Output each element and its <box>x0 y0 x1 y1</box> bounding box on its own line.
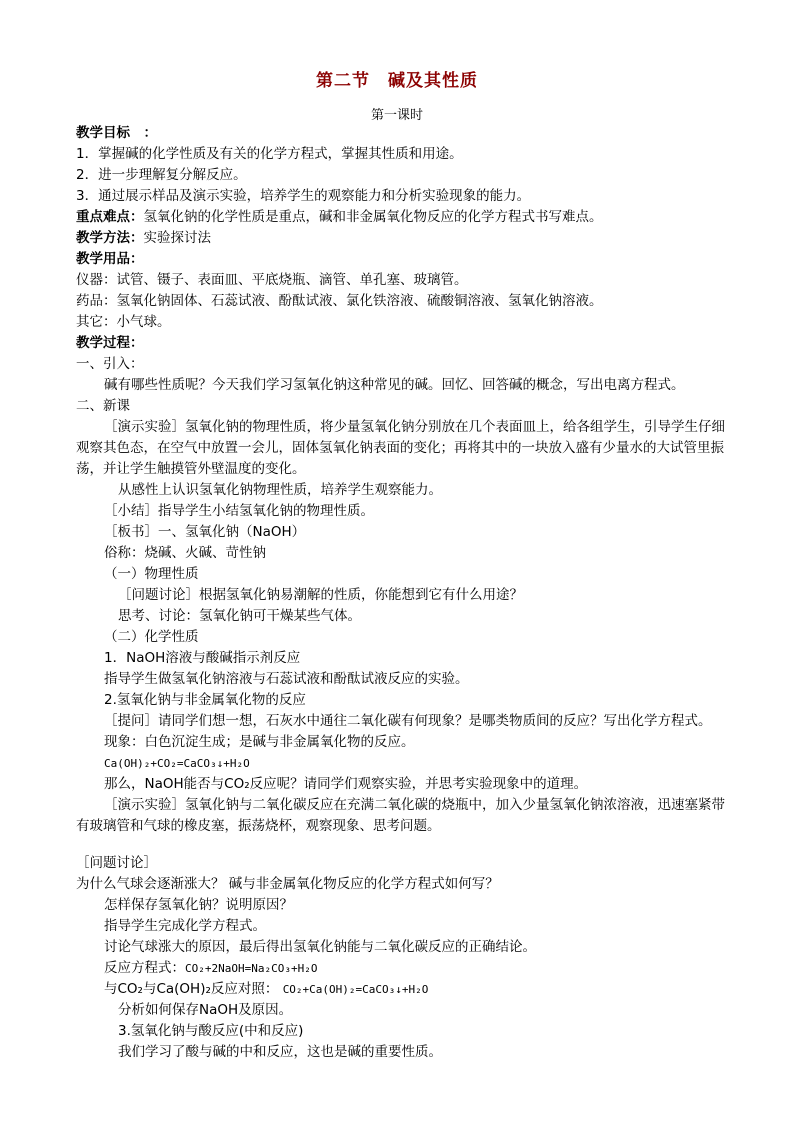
perceive-text: 从感性上认识氢氧化钠物理性质，培养学生观察能力。 <box>118 482 442 498</box>
reagents-line: 药品：氢氧化钠固体、石蕊试液、酚酞试液、氯化铁溶液、硫酸铜溶液、氢氧化钠溶液。 <box>76 293 603 309</box>
guide-text: 指导学生完成化学方程式。 <box>104 918 266 934</box>
intro-text: 碱有哪些性质呢？今天我们学习氢氧化钠这种常见的碱。回忆、回答碱的概念，写出电离方程式。 <box>104 377 685 393</box>
intro-heading: 一、引入： <box>76 356 144 372</box>
document-body <box>76 123 736 1063</box>
then-text: 那么，NaOH能否与CO₂反应呢？请同学们观察实验，并思考实验现象中的道理。 <box>104 776 588 792</box>
page-title: 第二节 碱及其性质 <box>316 71 478 91</box>
neutralization-text: 我们学习了酸与碱的中和反应，这也是碱的重要性质。 <box>118 1044 442 1060</box>
instruments-line: 仪器：试管、镊子、表面皿、平底烧瓶、滴管、单孔塞、玻璃管。 <box>76 272 468 288</box>
equation-line-compare <box>76 979 736 1000</box>
lesson-period: 第一课时 <box>370 108 423 123</box>
board-text: ［板书］一、氢氧化钠（NaOH） <box>104 524 306 540</box>
process-heading: 教学过程： <box>76 335 144 351</box>
demo-paragraph-co2: ［演示实验］氢氧化钠与二氧化碳反应在充满二氧化碳的烧瓶中，加入少量氢氧化钠浓溶液，迅速塞紧带有玻璃管和气球的橡皮塞，振荡烧杯，观察现象、思考问题。 <box>76 797 725 834</box>
item-indicator-reaction: 1．NaOH溶液与酸碱指示剂反应 <box>104 650 301 666</box>
objective-item: 2．进一步理解复分解反应。 <box>76 167 247 183</box>
supplies-heading: 教学用品： <box>76 251 144 267</box>
item-oxide-reaction: 2.氢氧化钠与非金属氧化物的反应 <box>104 692 306 708</box>
indicator-text: 指导学生做氢氧化钠溶液与石蕊试液和酚酞试液反应的实验。 <box>104 671 469 687</box>
keypoints-text: 氢氧化钠的化学性质是重点，碱和非金属氧化物反应的化学方程式书写难点。 <box>143 209 603 225</box>
why-text: 为什么气球会逐渐涨大？ 碱与非金属氧化物反应的化学方程式如何写？ <box>76 876 499 892</box>
equation-limewater: Ca(OH)₂+CO₂=CaCO₃↓+H₂O <box>104 757 250 770</box>
equation-label: 反应方程式： <box>104 960 185 976</box>
demo-paragraph-physical: ［演示实验］氢氧化钠的物理性质，将少量氢氧化钠分别放在几个表面皿上，给各组学生，引导学生仔细观察其色态，在空气中放置一会儿，固体氢氧化钠表面的变化；再将其中的一块放入盛有少量水的大试管里振荡，并让学生触摸管外壁温度的变化。 <box>76 419 725 477</box>
storage-question: 怎样保存氢氧化钠？说明原因？ <box>104 897 293 913</box>
equation-compare: CO₂+Ca(OH)₂=CaCO₃↓+H₂O <box>282 983 429 996</box>
equation-line-naoh <box>76 958 736 979</box>
analyze-text: 分析如何保存NaOH及原因。 <box>118 1002 293 1018</box>
objectives-heading: 教学目标 ： <box>76 125 157 141</box>
discussion-text: ［问题讨论］根据氢氧化钠易潮解的性质，你能想到它有什么用途？ <box>118 587 523 603</box>
summary-text: ［小结］指导学生小结氢氧化钠的物理性质。 <box>104 503 374 519</box>
objective-item: 3．通过展示样品及演示实验，培养学生的观察能力和分析实验现象的能力。 <box>76 188 531 204</box>
keypoints-line <box>76 207 736 228</box>
paragraph-gap <box>76 837 736 853</box>
chemical-properties-heading: （二）化学性质 <box>104 629 199 645</box>
objective-item: 1．掌握碱的化学性质及有关的化学方程式，掌握其性质和用途。 <box>76 146 463 162</box>
equation-naoh: CO₂+2NaOH=Na₂CO₃+H₂O <box>185 962 318 975</box>
method-line <box>76 228 736 249</box>
method-heading: 教学方法： <box>76 230 144 246</box>
compare-label: 与CO₂与Ca(OH)₂反应对照： <box>104 981 279 997</box>
item-neutralization: 3.氢氧化钠与酸反应(中和反应) <box>118 1023 304 1039</box>
new-lesson-heading: 二、新课 <box>76 398 130 414</box>
method-text: 实验探讨法 <box>143 230 211 246</box>
discussion-heading: ［问题讨论］ <box>76 855 157 871</box>
question-text: ［提问］请同学们想一想，石灰水中通往二氧化碳有何现象？是哪类物质间的反应？写出化学方程式。 <box>104 713 712 729</box>
other-supplies-line: 其它：小气球。 <box>76 314 171 330</box>
keypoints-heading: 重点难点： <box>76 209 144 225</box>
conclusion-text: 讨论气球涨大的原因，最后得出氢氧化钠能与二氧化碳反应的正确结论。 <box>104 939 536 955</box>
phenomenon-text: 现象：白色沉淀生成；是碱与非金属氧化物的反应。 <box>104 734 415 750</box>
physical-properties-heading: （一）物理性质 <box>104 566 199 582</box>
alias-text: 俗称：烧碱、火碱、苛性钠 <box>104 545 266 561</box>
think-text: 思考、讨论：氢氧化钠可干燥某些气体。 <box>118 608 361 624</box>
